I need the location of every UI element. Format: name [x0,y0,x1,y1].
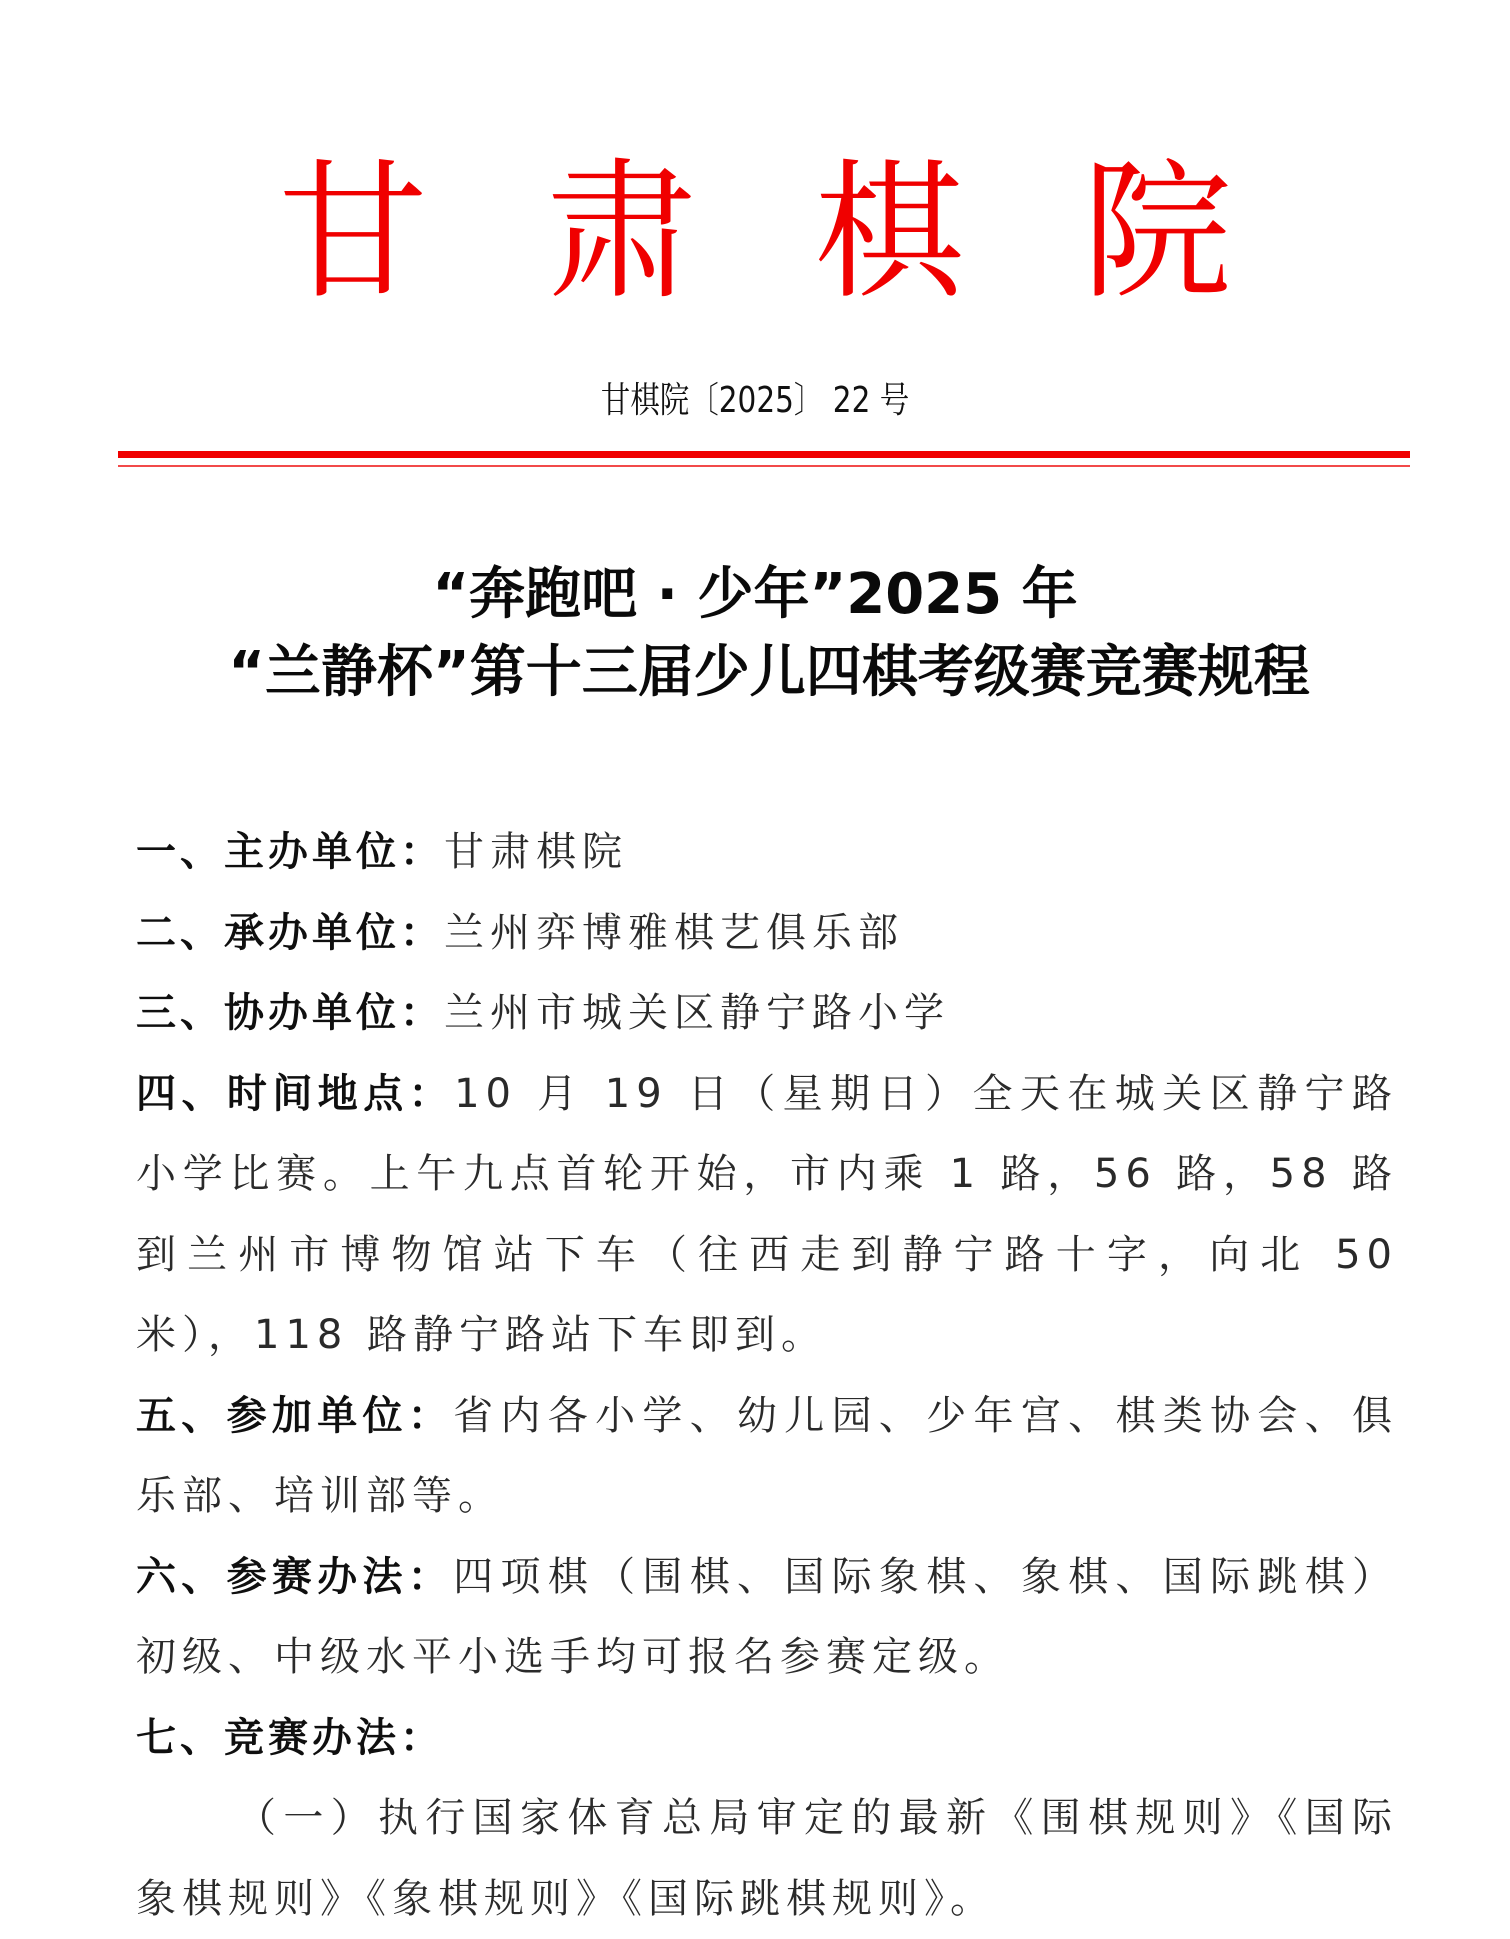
title-line-2: “兰静杯”第十三届少儿四棋考级赛竞赛规程 [228,640,1310,705]
section-organizer [136,812,1398,893]
document-title [0,556,1510,712]
section-label: 四、时间地点： [136,1070,455,1117]
section-label: 六、参赛办法： [136,1553,454,1600]
letterhead [0,148,1510,318]
document-number: 甘棋院〔2025〕 22 号 [600,380,910,421]
section-label: 七、竞赛办法： [136,1714,444,1761]
section-entry-method [136,1537,1398,1698]
section-label: 五、参加单位： [136,1392,454,1439]
header-rule-thin [118,465,1410,467]
section-label: 二、承办单位： [136,909,444,956]
section-text: 甘肃棋院 [444,829,628,875]
section-participants [136,1376,1398,1537]
section-time-place [136,1054,1398,1376]
section-competition-method [136,1698,1398,1779]
section-label: 三、协办单位： [136,990,444,1036]
document-body [136,812,1398,1939]
subsection-rules: （一）执行国家体育总局审定的最新《围棋规则》《国际象棋规则》《象棋规则》《国际跳棋规则》。 [136,1795,1398,1922]
section-text: 兰州市城关区静宁路小学 [444,990,950,1036]
section-text: 省内各小学、幼儿园、少年宫、棋类协会、俱乐部、培训部等。 [136,1392,1399,1519]
title-line-1: “奔跑吧 · 少年”2025 年 [432,562,1078,627]
org-name: 甘肃棋院 [277,146,1350,320]
section-text: 10 月 19 日（星期日）全天在城关区静宁路小学比赛。上午九点首轮开始，市内乘 1 路，56 路，58 路到兰州市博物馆站下车（往西走到静宁路十字，向北 50 米），118 路静宁路站下车即到。 [136,1070,1398,1358]
section-text: 兰州弈博雅棋艺俱乐部 [444,909,904,956]
section-text: 四项棋（围棋、国际象棋、象棋、国际跳棋）初级、中级水平小选手均可报名参赛定级。 [136,1553,1399,1680]
section-host [136,893,1398,974]
section-co-organizer [136,973,1398,1054]
section-label: 一、主办单位： [136,829,444,875]
header-rule-thick [118,451,1410,458]
